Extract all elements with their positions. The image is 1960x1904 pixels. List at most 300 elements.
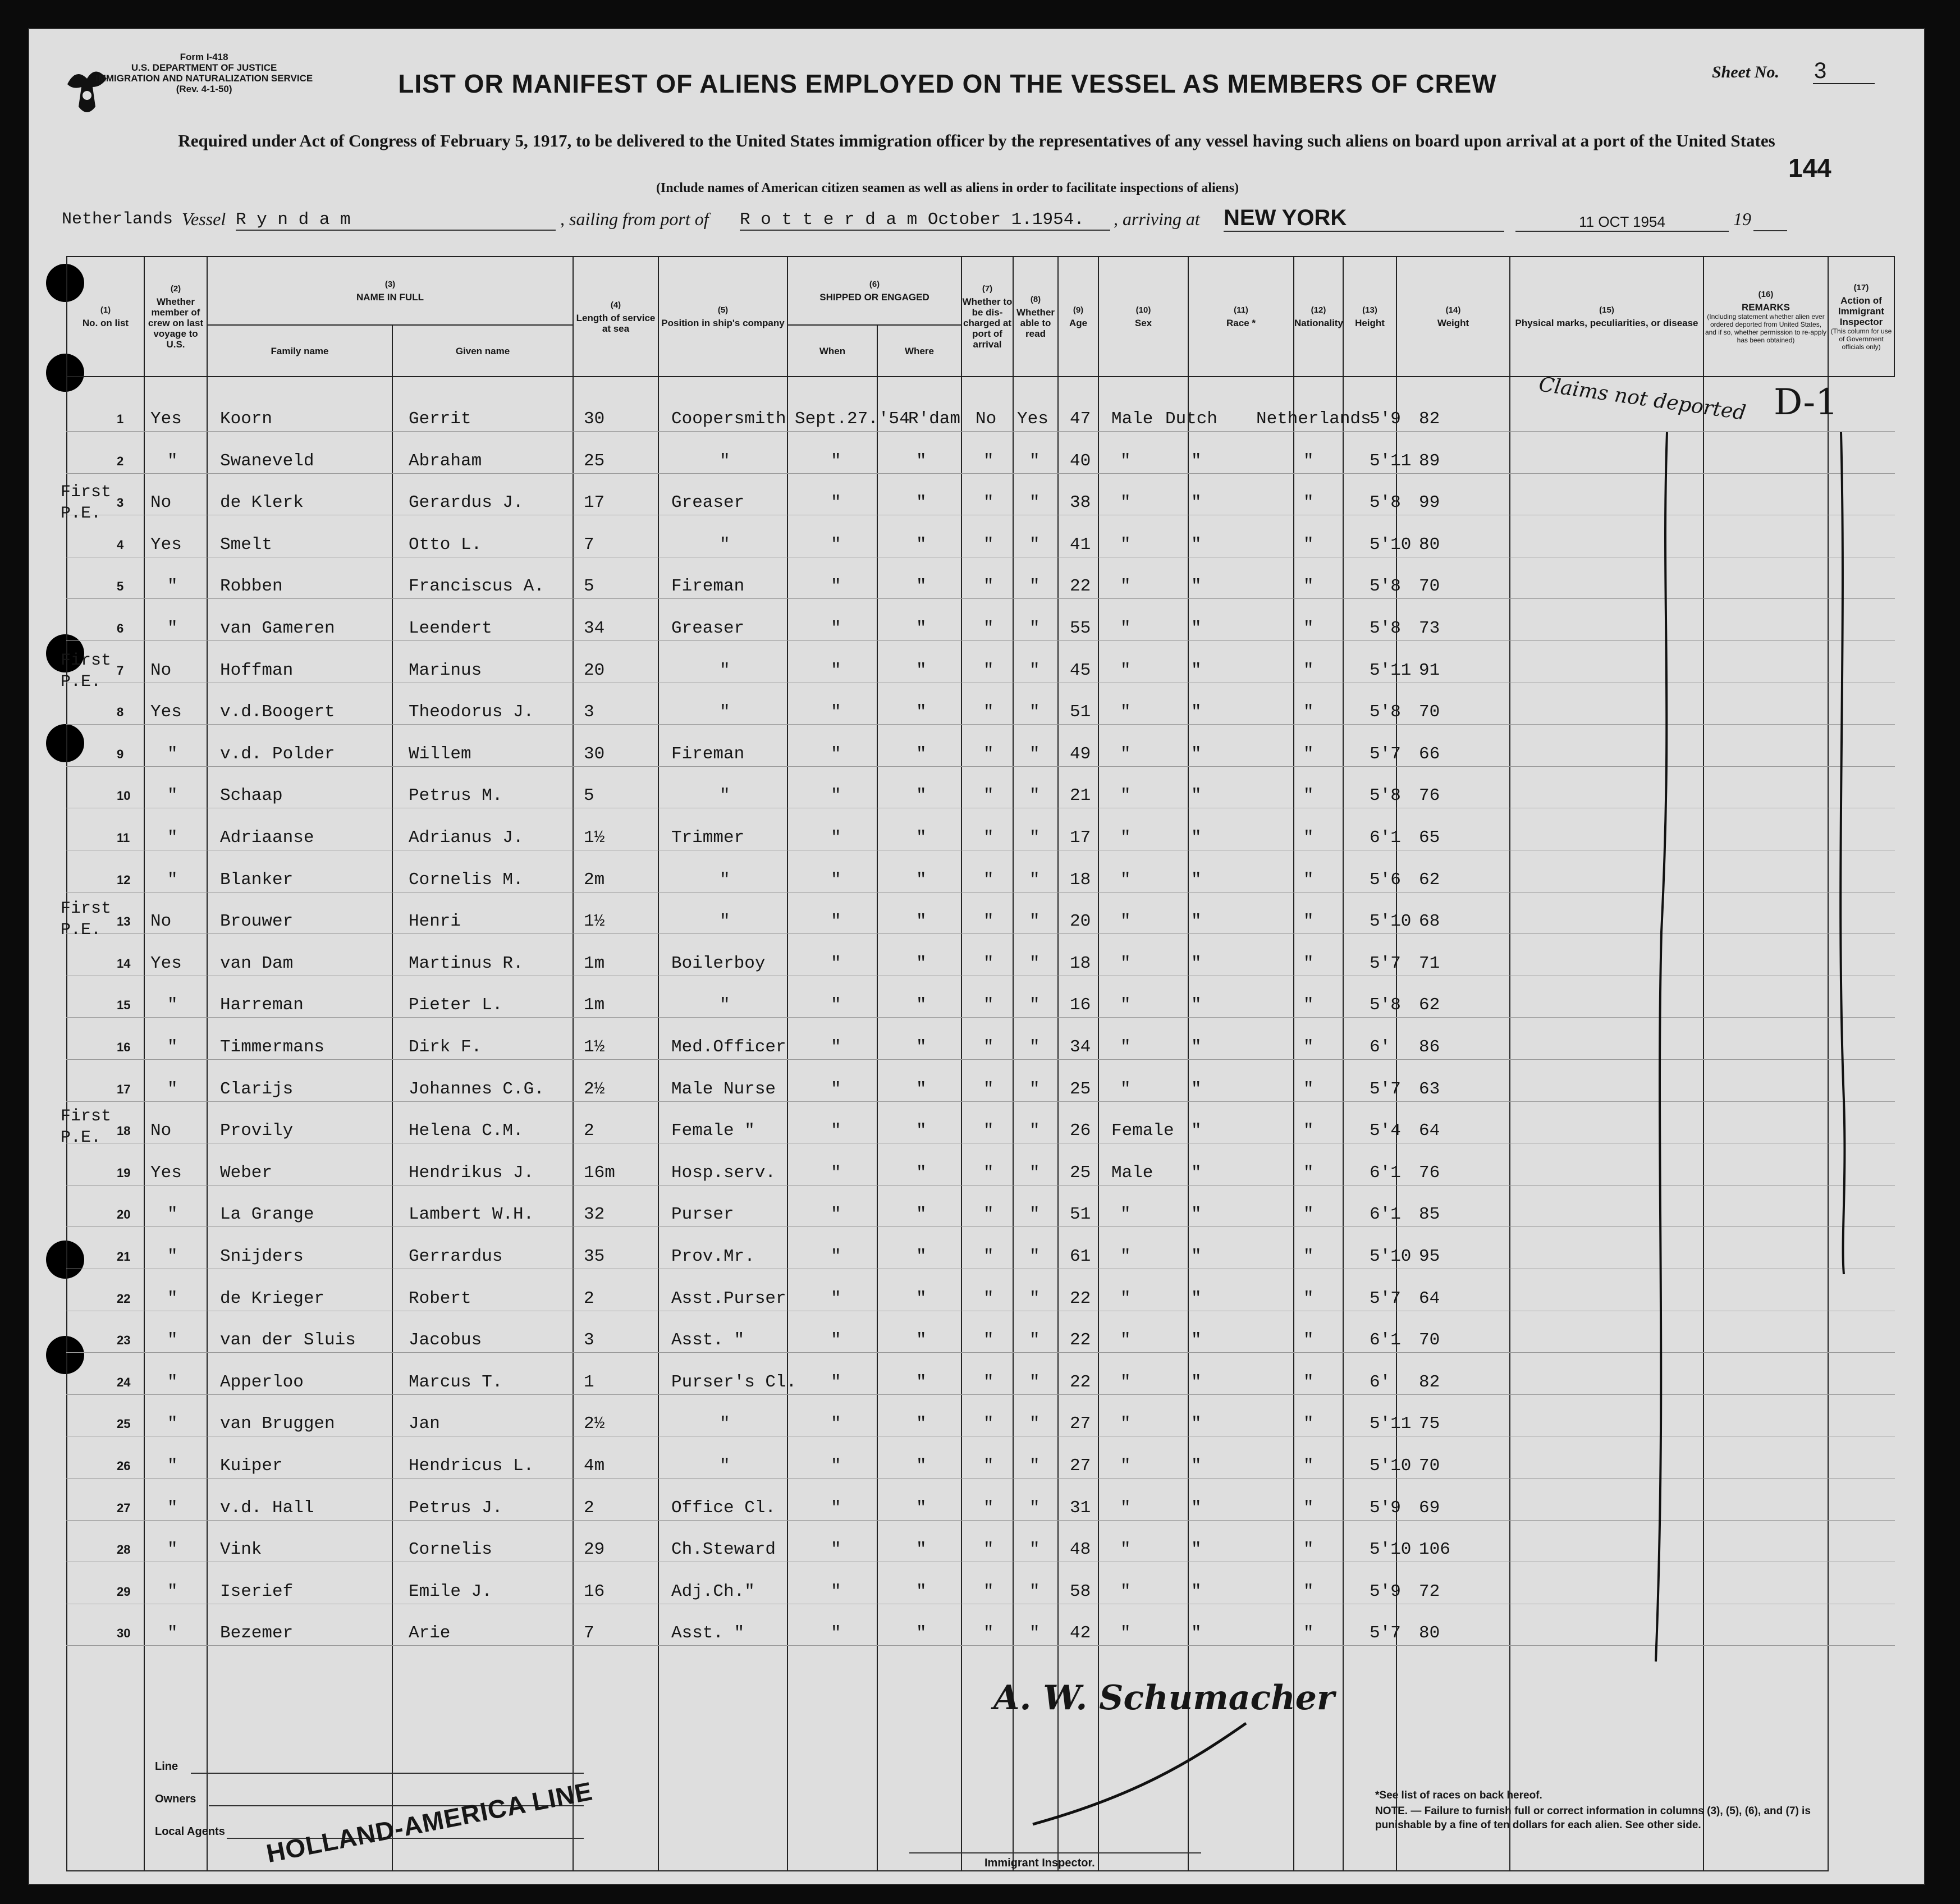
cell-where: ": [916, 1498, 927, 1518]
cell-race: ": [1191, 1581, 1202, 1601]
cell-read: ": [1029, 953, 1040, 973]
cell-height: 5'11: [1370, 660, 1412, 680]
cell-height: 5'9: [1370, 1581, 1401, 1601]
cell-family: van Gameren: [220, 619, 335, 638]
cell-weight: 62: [1419, 995, 1440, 1015]
cell-race: ": [1191, 660, 1202, 680]
col-header-physical: (15) Physical marks, peculiarities, or disease: [1510, 257, 1703, 377]
cell-crew: ": [167, 1540, 178, 1560]
cell-where: ": [916, 619, 927, 638]
cell-race: ": [1191, 493, 1202, 513]
cell-sex: ": [1120, 619, 1131, 638]
cell-family: La Grange: [220, 1205, 314, 1225]
cell-given: Otto L.: [409, 534, 482, 555]
cell-family: Hoffman: [220, 660, 294, 680]
cell-crew: ": [167, 1372, 178, 1392]
cell-age: 38: [1070, 493, 1091, 513]
cell-height: 5'7: [1370, 1079, 1401, 1099]
cell-disch: ": [983, 995, 994, 1015]
cell-where: ": [916, 1372, 927, 1392]
cell-crew: No: [150, 660, 172, 680]
cell-weight: 86: [1419, 1037, 1440, 1057]
cell-position: Asst.Purser: [671, 1288, 786, 1308]
cell-when: ": [831, 451, 841, 471]
cell-service: 32: [584, 1205, 605, 1225]
cell-where: ": [916, 493, 927, 513]
cell-crew: Yes: [150, 1162, 182, 1183]
ruled-line: [66, 598, 1895, 599]
cell-family: de Krieger: [220, 1288, 325, 1308]
cell-where: ": [916, 1456, 927, 1476]
cell-nat: Netherlands: [1256, 409, 1371, 429]
cell-service: 16: [584, 1581, 605, 1601]
cell-age: 61: [1070, 1247, 1091, 1266]
cell-family: Weber: [220, 1162, 273, 1183]
cell-no: 15: [117, 998, 131, 1013]
cell-when: ": [831, 1540, 841, 1560]
cell-age: 22: [1070, 576, 1091, 597]
cell-service: 7: [584, 534, 594, 555]
cell-race: ": [1191, 1330, 1202, 1351]
col-header-sex: (10) Sex: [1098, 257, 1188, 377]
cell-position: ": [720, 912, 730, 932]
cell-read: ": [1029, 1414, 1040, 1434]
cell-age: 42: [1070, 1623, 1091, 1644]
cell-race: ": [1191, 1288, 1202, 1308]
cell-crew: ": [167, 1037, 178, 1057]
cell-age: 49: [1070, 744, 1091, 764]
cell-when: ": [831, 1121, 841, 1141]
cell-disch: ": [983, 534, 994, 555]
cell-read: ": [1029, 660, 1040, 680]
cell-service: 30: [584, 409, 605, 429]
cell-sex: ": [1120, 1037, 1131, 1057]
cell-when: ": [831, 619, 841, 638]
cell-when: ": [831, 1162, 841, 1183]
cell-read: ": [1029, 786, 1040, 806]
cell-height: 6'1: [1370, 1205, 1401, 1225]
col-header-position: (5) Position in ship's company: [658, 257, 787, 377]
cell-service: 2½: [584, 1079, 605, 1099]
cell-read: ": [1029, 1037, 1040, 1057]
cell-no: 13: [117, 914, 131, 929]
cell-when: ": [831, 953, 841, 973]
cell-read: ": [1029, 744, 1040, 764]
cell-race: ": [1191, 1456, 1202, 1476]
cell-nat: ": [1303, 744, 1314, 764]
cell-read: ": [1029, 1162, 1040, 1183]
cell-no: 10: [117, 789, 131, 803]
cell-where: ": [916, 576, 927, 597]
cell-family: Adriaanse: [220, 828, 314, 848]
cell-where: ": [916, 912, 927, 932]
cell-age: 20: [1070, 912, 1091, 932]
cell-no: 20: [117, 1207, 131, 1222]
cell-sex: ": [1120, 493, 1131, 513]
cell-no: 5: [117, 579, 124, 594]
cell-family: Schaap: [220, 786, 283, 806]
cell-disch: ": [983, 1456, 994, 1476]
cell-position: ": [720, 1456, 730, 1476]
cell-service: 1m: [584, 995, 605, 1015]
cell-crew: ": [167, 1205, 178, 1225]
margin-note-first-pe: First P.E.: [61, 899, 112, 940]
cell-service: 29: [584, 1540, 605, 1560]
cell-disch: ": [983, 1121, 994, 1141]
cell-weight: 65: [1419, 828, 1440, 848]
cell-service: 7: [584, 1623, 594, 1644]
cell-height: 5'7: [1370, 744, 1401, 764]
cell-crew: ": [167, 1498, 178, 1518]
cell-crew: ": [167, 869, 178, 890]
cell-given: Lambert W.H.: [409, 1205, 534, 1225]
cell-given: Marcus T.: [409, 1372, 503, 1392]
cell-position: Purser: [671, 1205, 734, 1225]
cell-weight: 76: [1419, 786, 1440, 806]
cell-crew: ": [167, 576, 178, 597]
cell-crew: No: [150, 912, 172, 932]
cell-age: 45: [1070, 660, 1091, 680]
cell-no: 25: [117, 1417, 131, 1431]
cell-crew: Yes: [150, 409, 182, 429]
stamp-number: 144: [1788, 153, 1831, 182]
cell-height: 5'8: [1370, 576, 1401, 597]
cell-sex: Female: [1111, 1121, 1174, 1141]
cell-nat: ": [1303, 1288, 1314, 1308]
cell-crew: ": [167, 1581, 178, 1601]
cell-family: v.d. Hall: [220, 1498, 314, 1518]
cell-no: 26: [117, 1459, 131, 1473]
margin-note-first-pe: First P.E.: [61, 1107, 112, 1147]
cell-where: ": [916, 1540, 927, 1560]
cell-family: Harreman: [220, 995, 304, 1015]
cell-weight: 70: [1419, 702, 1440, 722]
cell-where: ": [916, 953, 927, 973]
cell-age: 22: [1070, 1288, 1091, 1308]
cell-age: 34: [1070, 1037, 1091, 1057]
cell-race: ": [1191, 786, 1202, 806]
cell-position: Trimmer: [671, 828, 745, 848]
cell-service: 3: [584, 1330, 594, 1351]
cell-disch: ": [983, 953, 994, 973]
cell-age: 40: [1070, 451, 1091, 471]
cell-crew: No: [150, 1121, 172, 1141]
cell-when: ": [831, 1330, 841, 1351]
cell-position: Female ": [671, 1121, 755, 1141]
cell-when: ": [831, 744, 841, 764]
cell-race: ": [1191, 869, 1202, 890]
cell-when: ": [831, 1037, 841, 1057]
ruled-line: [66, 1520, 1895, 1521]
cell-given: Henri: [409, 912, 461, 932]
cell-read: ": [1029, 1205, 1040, 1225]
cell-when: ": [831, 576, 841, 597]
cell-given: Petrus M.: [409, 786, 503, 806]
page-subtitle-note: (Include names of American citizen seamen as well as aliens in order to facilitate inspections of aliens): [656, 181, 1239, 195]
ruled-line: [66, 1101, 1895, 1102]
cell-disch: ": [983, 869, 994, 890]
cell-age: 18: [1070, 869, 1091, 890]
ruled-line: [66, 724, 1895, 725]
cell-read: ": [1029, 1247, 1040, 1266]
cell-read: ": [1029, 534, 1040, 555]
cell-given: Willem: [409, 744, 471, 764]
ruled-line: [66, 431, 1895, 432]
col-header-where: Where: [877, 325, 961, 377]
cell-where: ": [916, 702, 927, 722]
vessel-name: R y n d a m: [236, 210, 556, 231]
cell-race: Dutch: [1165, 409, 1218, 429]
ruled-line: [66, 1226, 1895, 1227]
cell-nat: ": [1303, 1498, 1314, 1518]
cell-nat: ": [1303, 995, 1314, 1015]
cell-given: Pieter L.: [409, 995, 503, 1015]
local-agents-label: Local Agents: [155, 1825, 225, 1838]
cell-weight: 71: [1419, 953, 1440, 973]
cell-height: 5'9: [1370, 1498, 1401, 1518]
cell-read: ": [1029, 451, 1040, 471]
cell-race: ": [1191, 1372, 1202, 1392]
cell-sex: ": [1120, 953, 1131, 973]
cell-read: ": [1029, 1288, 1040, 1308]
cell-family: van der Sluis: [220, 1330, 356, 1351]
cell-age: 47: [1070, 409, 1091, 429]
cell-weight: 69: [1419, 1498, 1440, 1518]
cell-disch: ": [983, 702, 994, 722]
cell-nat: ": [1303, 1414, 1314, 1434]
cell-nat: ": [1303, 1623, 1314, 1644]
ruled-line: [66, 640, 1895, 641]
cell-race: ": [1191, 1247, 1202, 1266]
cell-race: ": [1191, 619, 1202, 638]
cell-disch: ": [983, 619, 994, 638]
cell-crew: ": [167, 451, 178, 471]
cell-sex: ": [1120, 1540, 1131, 1560]
cell-when: ": [831, 1372, 841, 1392]
cell-no: 30: [117, 1626, 131, 1641]
cell-position: ": [720, 1414, 730, 1434]
race-note: *See list of races on back hereof.: [1375, 1789, 1542, 1801]
cell-nat: ": [1303, 1037, 1314, 1057]
cell-where: ": [916, 786, 927, 806]
cell-weight: 63: [1419, 1079, 1440, 1099]
cell-position: Male Nurse: [671, 1079, 776, 1099]
cell-crew: ": [167, 1330, 178, 1351]
cell-height: 6'1: [1370, 828, 1401, 848]
cell-nat: ": [1303, 953, 1314, 973]
cell-weight: 82: [1419, 409, 1440, 429]
year-underline: [1753, 230, 1787, 231]
cell-where: ": [916, 828, 927, 848]
cell-sex: ": [1120, 534, 1131, 555]
cell-age: 22: [1070, 1330, 1091, 1351]
cell-height: 5'8: [1370, 995, 1401, 1015]
page-subtitle: Required under Act of Congress of February 5, 1917, to be delivered to the United States immigration officer by the representatives of any vessel having such aliens on board upon arrival at a port of the United States: [178, 131, 1775, 150]
inspector-label: Immigrant Inspector.: [984, 1857, 1095, 1869]
cell-no: 28: [117, 1543, 131, 1557]
cell-weight: 106: [1419, 1540, 1450, 1560]
cell-when: ": [831, 702, 841, 722]
cell-given: Theodorus J.: [409, 702, 534, 722]
cell-age: 25: [1070, 1162, 1091, 1183]
col-header-when: When: [787, 325, 877, 377]
cell-when: ": [831, 995, 841, 1015]
cell-nat: ": [1303, 1581, 1314, 1601]
col-header-service: (4) Length of service at sea: [573, 257, 658, 377]
cell-race: ": [1191, 534, 1202, 555]
cell-no: 11: [117, 831, 130, 845]
col-header-given-name: Given name: [392, 325, 573, 377]
cell-disch: ": [983, 1247, 994, 1266]
cell-weight: 80: [1419, 1623, 1440, 1644]
cell-service: 17: [584, 493, 605, 513]
cell-service: 35: [584, 1247, 605, 1266]
cell-position: ": [720, 660, 730, 680]
cell-weight: 72: [1419, 1581, 1440, 1601]
cell-age: 51: [1070, 1205, 1091, 1225]
cell-sex: ": [1120, 451, 1131, 471]
cell-when: ": [831, 534, 841, 555]
cell-crew: ": [167, 995, 178, 1015]
cell-weight: 64: [1419, 1121, 1440, 1141]
cell-where: ": [916, 1581, 927, 1601]
cell-age: 21: [1070, 786, 1091, 806]
margin-note-first-pe: First P.E.: [61, 651, 112, 692]
cell-sex: Male: [1111, 1162, 1153, 1183]
cell-family: Bezemer: [220, 1623, 294, 1644]
cell-read: ": [1029, 1121, 1040, 1141]
arriving-port: NEW YORK: [1224, 205, 1504, 232]
cell-weight: 76: [1419, 1162, 1440, 1183]
cell-no: 1: [117, 412, 124, 426]
cell-position: Fireman: [671, 744, 745, 764]
cell-race: ": [1191, 1414, 1202, 1434]
cell-nat: ": [1303, 1456, 1314, 1476]
cell-service: 34: [584, 619, 605, 638]
cell-sex: ": [1120, 744, 1131, 764]
cell-service: 1½: [584, 912, 605, 932]
cell-sex: ": [1120, 869, 1131, 890]
cell-family: v.d. Polder: [220, 744, 335, 764]
cell-service: 1m: [584, 953, 605, 973]
cell-height: 6': [1370, 1372, 1391, 1392]
cell-read: ": [1029, 702, 1040, 722]
cell-position: Adj.Ch.": [671, 1581, 755, 1601]
cell-race: ": [1191, 1037, 1202, 1057]
cell-crew: ": [167, 744, 178, 764]
cell-disch: ": [983, 1330, 994, 1351]
cell-height: 5'7: [1370, 953, 1401, 973]
cell-position: Purser's Cl.: [671, 1372, 797, 1392]
cell-age: 27: [1070, 1414, 1091, 1434]
handwritten-ditto-line: [1819, 427, 1886, 1280]
cell-no: 12: [117, 872, 131, 887]
col-header-family-name: Family name: [207, 325, 392, 377]
cell-nat: ": [1303, 702, 1314, 722]
cell-family: Apperloo: [220, 1372, 304, 1392]
cell-where: ": [916, 660, 927, 680]
cell-height: 5'4: [1370, 1121, 1401, 1141]
cell-race: ": [1191, 1121, 1202, 1141]
cell-disch: ": [983, 1372, 994, 1392]
cell-sex: ": [1120, 1581, 1131, 1601]
col-header-remarks: (16) REMARKS (Including statement whether alien ever ordered deported from United States, and if so, whether permission to re-apply has been obtained): [1703, 257, 1828, 377]
cell-race: ": [1191, 912, 1202, 932]
cell-when: ": [831, 1623, 841, 1644]
cell-nat: ": [1303, 1205, 1314, 1225]
cell-read: ": [1029, 869, 1040, 890]
cell-position: ": [720, 534, 730, 555]
cell-service: 5: [584, 786, 594, 806]
cell-where: ": [916, 1247, 927, 1266]
cell-crew: Yes: [150, 953, 182, 973]
cell-height: 5'7: [1370, 1288, 1401, 1308]
page-title: LIST OR MANIFEST OF ALIENS EMPLOYED ON THE VESSEL AS MEMBERS OF CREW: [398, 69, 1497, 98]
ruled-line: [66, 1394, 1895, 1395]
cell-height: 5'10: [1370, 1456, 1412, 1476]
cell-family: Provily: [220, 1121, 294, 1141]
cell-nat: ": [1303, 619, 1314, 638]
cell-where: ": [916, 1205, 927, 1225]
cell-age: 48: [1070, 1540, 1091, 1560]
cell-family: Koorn: [220, 409, 273, 429]
cell-family: de Klerk: [220, 493, 304, 513]
cell-height: 5'8: [1370, 702, 1401, 722]
cell-sex: ": [1120, 1288, 1131, 1308]
cell-weight: 70: [1419, 576, 1440, 597]
cell-read: ": [1029, 1540, 1040, 1560]
cell-nat: ": [1303, 451, 1314, 471]
form-identifier: Form I-418 U.S. DEPARTMENT OF JUSTICE IMMIGRATION AND NATURALIZATION SERVICE (Rev. 4-1-50): [95, 52, 313, 94]
cell-weight: 82: [1419, 1372, 1440, 1392]
col-header-nationality: (12) Nationality: [1294, 257, 1343, 377]
cell-age: 22: [1070, 1372, 1091, 1392]
col-header-no: (1) No. on list: [67, 257, 144, 377]
ruled-line: [66, 892, 1895, 893]
cell-given: Adrianus J.: [409, 828, 524, 848]
cell-read: ": [1029, 1372, 1040, 1392]
cell-crew: ": [167, 1623, 178, 1644]
cell-position: Hosp.serv.: [671, 1162, 776, 1183]
cell-weight: 62: [1419, 869, 1440, 890]
inspector-underline: [909, 1852, 1201, 1853]
cell-where: ": [916, 869, 927, 890]
cell-disch: ": [983, 1498, 994, 1518]
cell-service: 2: [584, 1498, 594, 1518]
cell-given: Petrus J.: [409, 1498, 503, 1518]
cell-when: ": [831, 869, 841, 890]
cell-disch: ": [983, 1205, 994, 1225]
cell-where: R'dam: [908, 409, 961, 429]
cell-nat: ": [1303, 869, 1314, 890]
cell-no: 19: [117, 1165, 131, 1180]
cell-when: ": [831, 1079, 841, 1099]
sheet-number: 3: [1814, 58, 1827, 83]
cell-weight: 75: [1419, 1414, 1440, 1434]
cell-when: ": [831, 1288, 841, 1308]
line-label: Line: [155, 1760, 178, 1773]
cell-crew: ": [167, 1247, 178, 1266]
cell-disch: ": [983, 1079, 994, 1099]
cell-race: ": [1191, 1540, 1202, 1560]
cell-disch: ": [983, 493, 994, 513]
cell-family: Vink: [220, 1540, 262, 1560]
cell-read: ": [1029, 995, 1040, 1015]
col-header-name: (3) NAME IN FULL: [207, 257, 573, 325]
cell-where: ": [916, 1288, 927, 1308]
inspector-signature: A. W. Schumacher: [993, 1678, 1335, 1718]
cell-sex: ": [1120, 1205, 1131, 1225]
